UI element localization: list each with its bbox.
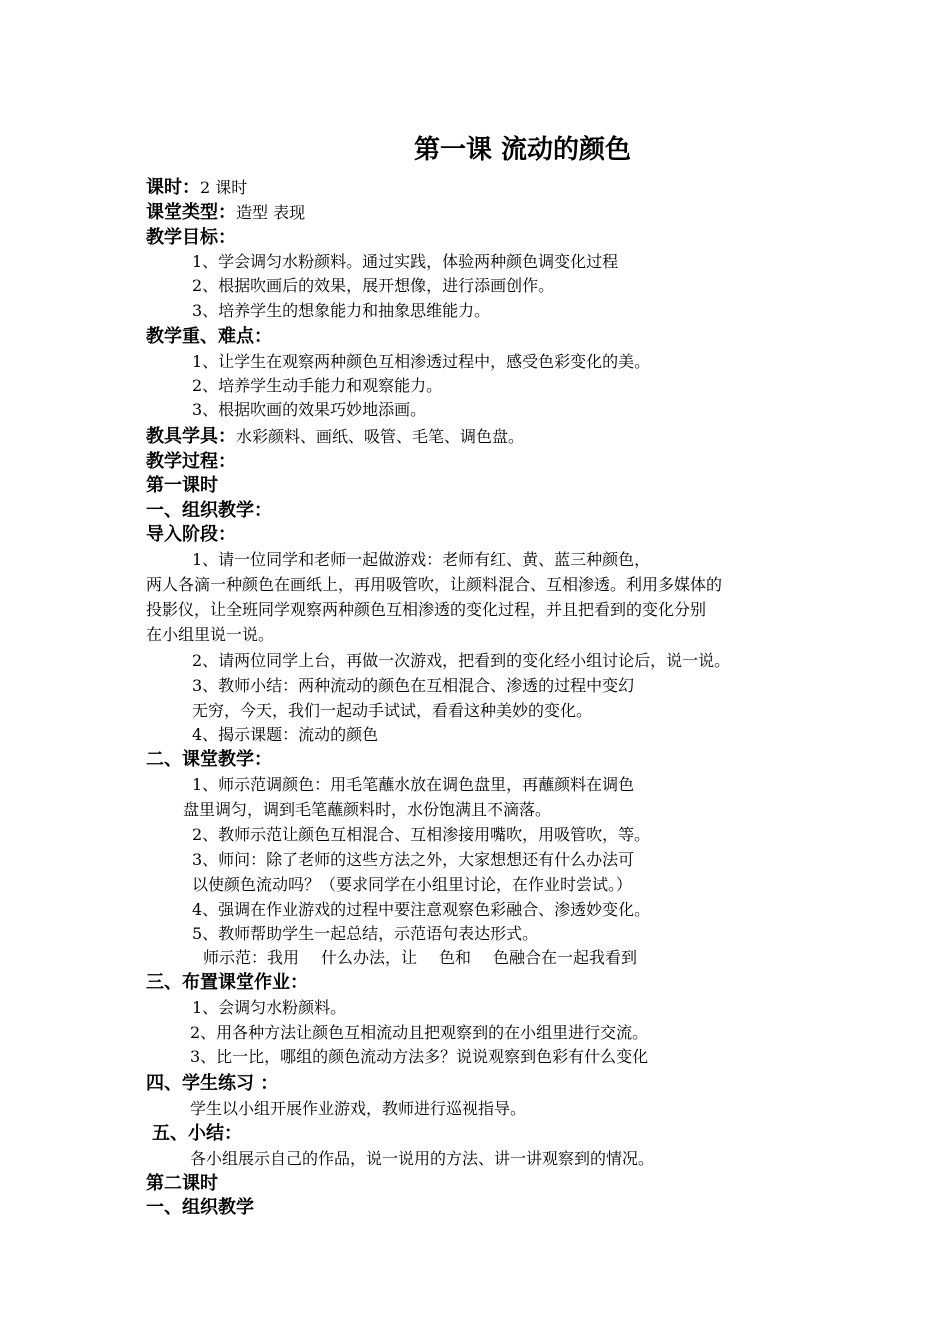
- class-item-line: 1、师示范调颜色：用毛笔蘸水放在调色盘里，再蘸颜料在调色: [192, 775, 635, 794]
- homework-item: 2、用各种方法让颜色互相流动且把观察到的在小组里进行交流。: [190, 1023, 649, 1042]
- hours-value: 2 课时: [200, 178, 248, 197]
- lesson2-organize-heading: 一、组织教学: [146, 1197, 254, 1218]
- key-points-heading: 教学重、难点：: [146, 326, 272, 347]
- hours-label: 课时：: [146, 177, 200, 198]
- key-point-item: 3、根据吹画的效果巧妙地添画。: [192, 400, 427, 419]
- key-point-item: 2、培养学生动手能力和观察能力。: [192, 376, 443, 395]
- intro-paragraph-line: 1、请一位同学和老师一起做游戏：老师有红、黄、蓝三种颜色，: [192, 550, 651, 569]
- intro-paragraph-line: 投影仪，让全班同学观察两种颜色互相渗透的变化过程，并且把看到的变化分别: [146, 600, 707, 619]
- goal-item: 2、根据吹画后的效果，展开想像，进行添画创作。: [192, 276, 555, 295]
- goals-heading: 教学目标：: [146, 227, 236, 248]
- intro-paragraph-line: 2、请两位同学上台，再做一次游戏，把看到的变化经小组讨论后，说一说。: [192, 651, 731, 670]
- homework-heading: 三、布置课堂作业：: [146, 972, 308, 993]
- type-row: [146, 201, 305, 225]
- goal-item: 3、培养学生的想象能力和抽象思维能力。: [192, 301, 491, 320]
- tools-label: 教具学具：: [146, 426, 236, 447]
- intro-paragraph-line: 无穷，今天，我们一起动手试试，看看这种美妙的变化。: [192, 701, 593, 720]
- type-value: 造型 表现: [236, 203, 306, 222]
- intro-heading: 导入阶段：: [146, 524, 236, 545]
- key-point-item: 1、让学生在观察两种颜色互相渗透过程中，感受色彩变化的美。: [192, 352, 651, 371]
- class-item-line: 以使颜色流动吗？（要求同学在小组里讨论，在作业时尝试。）: [192, 875, 633, 894]
- lesson1-heading: 第一课时: [146, 475, 218, 496]
- tools-row: [146, 425, 524, 449]
- intro-paragraph-line: 两人各滴一种颜色在画纸上，再用吸管吹，让颜料混合、互相渗透。利用多媒体的: [146, 575, 723, 594]
- goal-item: 1、学会调匀水粉颜料。通过实践，体验两种颜色调变化过程: [192, 252, 619, 271]
- demo-part: 色融合在一起我看到: [493, 948, 638, 967]
- demo-part: 色和: [439, 948, 472, 967]
- class-teaching-heading: 二、课堂教学：: [146, 749, 272, 770]
- summary-text: 各小组展示自己的作品，说一说用的方法、讲一讲观察到的情况。: [190, 1149, 655, 1168]
- demo-sentence: [203, 946, 637, 970]
- hours-row: [146, 176, 247, 200]
- practice-text: 学生以小组开展作业游戏，教师进行巡视指导。: [190, 1099, 527, 1118]
- organize-heading: 一、组织教学：: [146, 500, 272, 521]
- lesson2-heading: 第二课时: [146, 1173, 218, 1194]
- practice-heading: 四、学生练习 ：: [146, 1073, 279, 1094]
- intro-paragraph-line: 3、教师小结：两种流动的颜色在互相混合、渗透的过程中变幻: [192, 676, 635, 695]
- type-label: 课堂类型：: [146, 202, 236, 223]
- homework-item: 1、会调匀水粉颜料。: [192, 998, 347, 1017]
- demo-part: 师示范：我用: [203, 948, 300, 967]
- homework-item: 3、比一比，哪组的颜色流动方法多？说说观察到色彩有什么变化: [190, 1047, 649, 1066]
- tools-value: 水彩颜料、画纸、吸管、毛笔、调色盘。: [236, 427, 525, 446]
- intro-paragraph-line: 在小组里说一说。: [146, 625, 275, 644]
- summary-heading: 五、小结：: [152, 1123, 242, 1144]
- intro-paragraph-line: 4、揭示课题：流动的颜色: [192, 725, 379, 744]
- page-title: 第一课 流动的颜色: [414, 135, 632, 165]
- class-item-line: 3、师问：除了老师的这些方法之外，大家想想还有什么办法可: [192, 850, 635, 869]
- class-item-line: 5、教师帮助学生一起总结，示范语句表达形式。: [192, 924, 539, 943]
- class-item-line: 盘里调匀，调到毛笔蘸颜料时，水份饱满且不滴落。: [183, 800, 552, 819]
- demo-part: 什么办法，让: [321, 948, 418, 967]
- class-item-line: 4、强调在作业游戏的过程中要注意观察色彩融合、渗透妙变化。: [192, 900, 651, 919]
- process-heading: 教学过程：: [146, 451, 236, 472]
- class-item-line: 2、教师示范让颜色互相混合、互相渗接用嘴吹，用吸管吹，等。: [192, 825, 651, 844]
